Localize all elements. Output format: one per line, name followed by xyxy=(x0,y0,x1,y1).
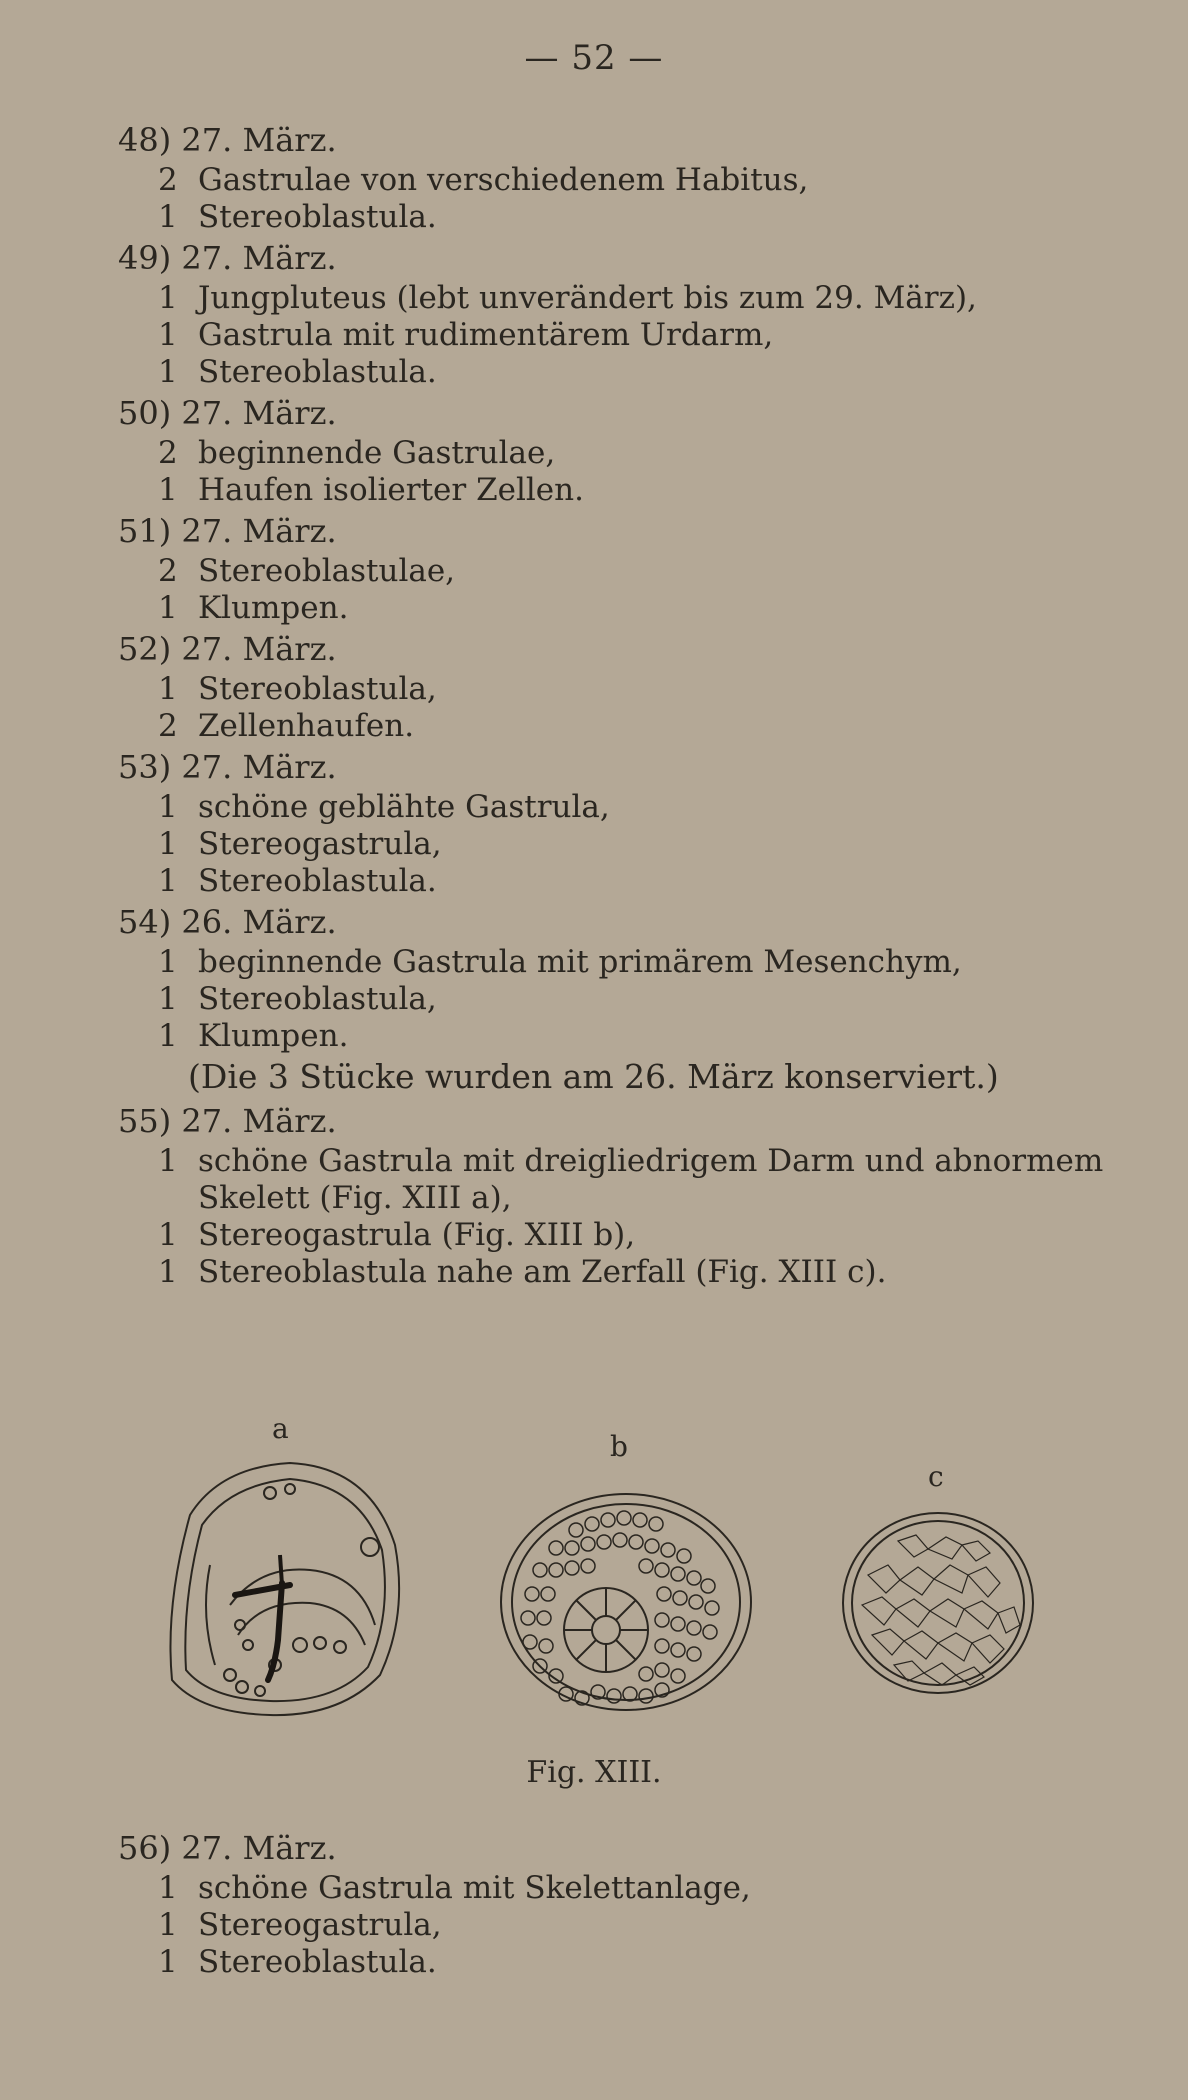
figure-label-b: b xyxy=(610,1430,628,1463)
figure-label-a: a xyxy=(272,1412,289,1445)
entry-item: 1 Stereogastrula (Fig. XIII b), xyxy=(158,1217,636,1253)
entry-item: 1 Haufen isolierter Zellen. xyxy=(158,472,584,508)
entry-item: 1 Gastrula mit rudimentärem Urdarm, xyxy=(158,317,774,353)
entry-item: 1 Stereogastrula, xyxy=(158,1907,442,1943)
entry-list xyxy=(118,118,1158,1291)
entry-heading: 48) 27. März. xyxy=(118,121,337,159)
entry-item: 2 Zellenhaufen. xyxy=(158,708,415,744)
entry-54 xyxy=(118,900,1158,1099)
entry-item: 1 Jungpluteus (lebt unverändert bis zum 29. März), xyxy=(158,280,977,316)
entry-item: 1 schöne Gastrula mit Skelettanlage, xyxy=(158,1870,751,1906)
entry-56 xyxy=(118,1826,1158,1981)
entry-48 xyxy=(118,118,1158,236)
entry-item: 1 Stereoblastula. xyxy=(158,863,437,899)
entry-heading: 54) 26. März. xyxy=(118,903,337,941)
entry-item: 1 Stereoblastula. xyxy=(158,199,437,235)
entry-55 xyxy=(118,1099,1158,1291)
entry-heading: 52) 27. März. xyxy=(118,630,337,668)
entry-item: 2 Stereoblastulae, xyxy=(158,553,456,589)
entry-item: 1 Klumpen. xyxy=(158,1018,349,1054)
entry-item: 1 schöne geblähte Gastrula, xyxy=(158,789,610,825)
entry-heading: 56) 27. März. xyxy=(118,1829,337,1867)
entry-heading: 51) 27. März. xyxy=(118,512,337,550)
entry-heading: 49) 27. März. xyxy=(118,239,337,277)
entry-list-bottom xyxy=(118,1826,1158,1981)
entry-49 xyxy=(118,236,1158,391)
entry-50 xyxy=(118,391,1158,509)
stereogastrula-drawing-b xyxy=(496,1490,756,1720)
entry-heading: 50) 27. März. xyxy=(118,394,337,432)
entry-note: (Die 3 Stücke wurden am 26. März konserviert.) xyxy=(188,1057,999,1096)
stereoblastula-drawing-c xyxy=(838,1505,1038,1705)
entry-heading: 53) 27. März. xyxy=(118,748,337,786)
entry-item: 1 Stereogastrula, xyxy=(158,826,442,862)
entry-item: 1 Stereoblastula, xyxy=(158,981,437,1017)
entry-item: 2 Gastrulae von verschiedenem Habitus, xyxy=(158,162,809,198)
entry-item: 1 Stereoblastula. xyxy=(158,1944,437,1980)
entry-item: 1 beginnende Gastrula mit primärem Mesenchym, xyxy=(158,944,962,980)
entry-item: 1 Stereoblastula nahe am Zerfall (Fig. XIII c). xyxy=(158,1254,887,1290)
gastrula-drawing-a xyxy=(160,1455,410,1725)
entry-item: 1 Stereoblastula, xyxy=(158,671,437,707)
entry-51 xyxy=(118,509,1158,627)
entry-item: 1 Klumpen. xyxy=(158,590,349,626)
entry-53 xyxy=(118,745,1158,900)
figure-caption: Fig. XIII. xyxy=(526,1755,662,1790)
entry-item: 1 schöne Gastrula mit dreigliedrigem Darm und abnormem Skelett (Fig. XIII a), xyxy=(158,1143,1104,1216)
figure-label-c: c xyxy=(928,1460,944,1493)
entry-item: 2 beginnende Gastrulae, xyxy=(158,435,556,471)
entry-item: 1 Stereoblastula. xyxy=(158,354,437,390)
entry-heading: 55) 27. März. xyxy=(118,1102,337,1140)
page-number: — 52 — xyxy=(524,38,664,78)
entry-52 xyxy=(118,627,1158,745)
